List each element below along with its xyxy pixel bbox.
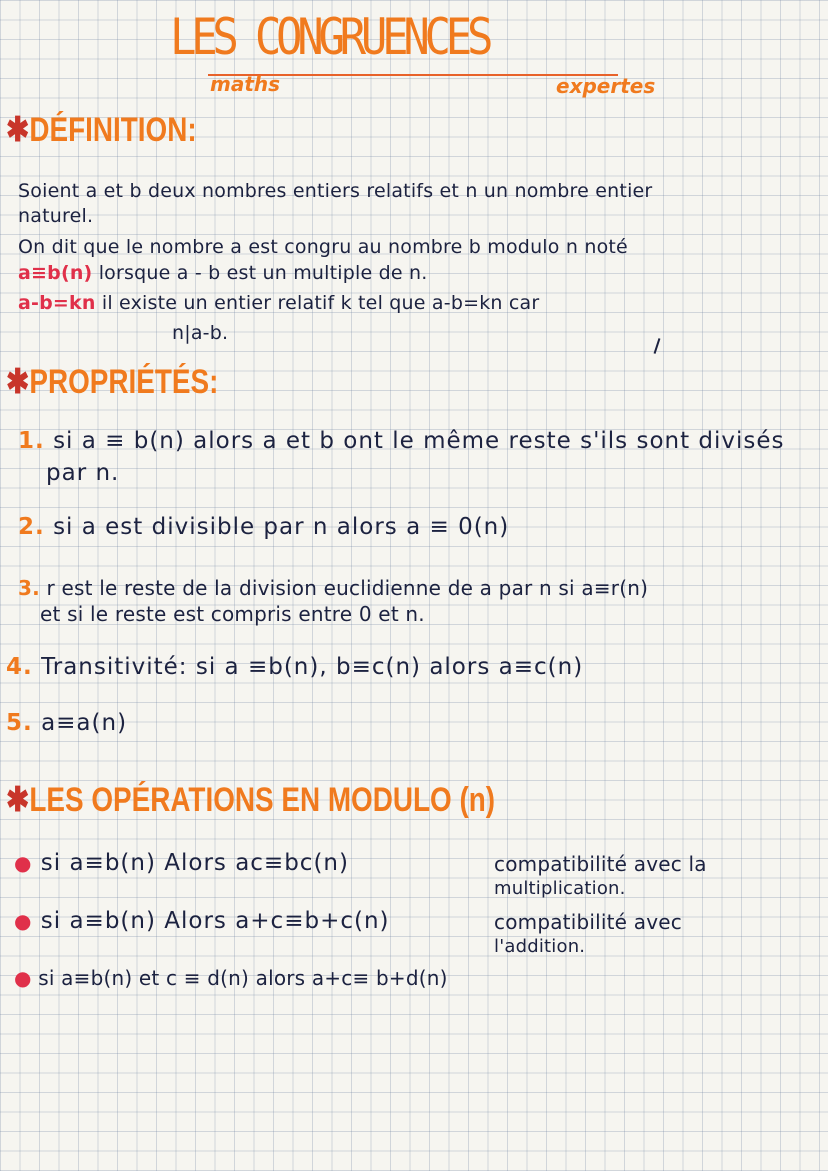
- operation-note-1b: multiplication.: [494, 878, 626, 899]
- operations-heading: ✱LES OPÉRATIONS EN MODULO (n): [6, 781, 496, 819]
- property-item-4: 4. Transitivité: si a ≡b(n), b≡c(n) alors a≡c(n): [6, 654, 584, 680]
- bullet-icon: ●: [14, 851, 33, 875]
- bullet-icon: ●: [14, 966, 32, 990]
- operation-item-3: ● si a≡b(n) et c ≡ d(n) alors a+c≡ b+d(n): [14, 966, 448, 990]
- definition-heading: ✱DÉFINITION:: [6, 111, 197, 149]
- properties-heading: ✱PROPRIÉTÉS:: [6, 363, 219, 401]
- page-title: LES CONGRUENCES: [170, 8, 489, 66]
- star-icon: ✱: [6, 781, 30, 819]
- operation-item-2: ● si a≡b(n) Alors a+c≡b+c(n): [14, 908, 390, 934]
- ink-stroke: [654, 338, 661, 354]
- star-icon: ✱: [6, 363, 30, 401]
- definition-line-6: n|a-b.: [172, 322, 229, 344]
- definition-line-1: Soient a et b deux nombres entiers relatifs et n un nombre entier: [18, 180, 653, 202]
- operation-item-1: ● si a≡b(n) Alors ac≡bc(n): [14, 850, 349, 876]
- operation-note-2b: l'addition.: [494, 936, 586, 957]
- definition-line-4: a≡b(n) lorsque a - b est un multiple de n.: [18, 262, 428, 284]
- definition-line-3: On dit que le nombre a est congru au nombre b modulo n noté: [18, 236, 628, 258]
- property-item-2: 2. si a est divisible par n alors a ≡ 0(n): [18, 514, 510, 540]
- definition-line-2: naturel.: [18, 205, 94, 227]
- definition-line-5: a-b=kn il existe un entier relatif k tel que a-b=kn car: [18, 292, 540, 314]
- property-item-5: 5. a≡a(n): [6, 710, 128, 736]
- subtitle-left: maths: [210, 72, 281, 96]
- property-item-1-cont: par n.: [46, 460, 120, 486]
- subtitle-right: expertes: [556, 74, 656, 98]
- property-item-1: 1. si a ≡ b(n) alors a et b ont le même reste s'ils sont divisés: [18, 428, 785, 454]
- operation-note-2: compatibilité avec: [494, 910, 682, 934]
- star-icon: ✱: [6, 111, 30, 149]
- operation-note-1: compatibilité avec la: [494, 852, 707, 876]
- property-item-3-cont: et si le reste est compris entre 0 et n.: [40, 602, 425, 626]
- definition-notation-kn: a-b=kn: [18, 292, 96, 314]
- definition-notation-congruence: a≡b(n): [18, 262, 93, 284]
- bullet-icon: ●: [14, 909, 33, 933]
- property-item-3: 3. r est le reste de la division euclidienne de a par n si a≡r(n): [18, 576, 649, 600]
